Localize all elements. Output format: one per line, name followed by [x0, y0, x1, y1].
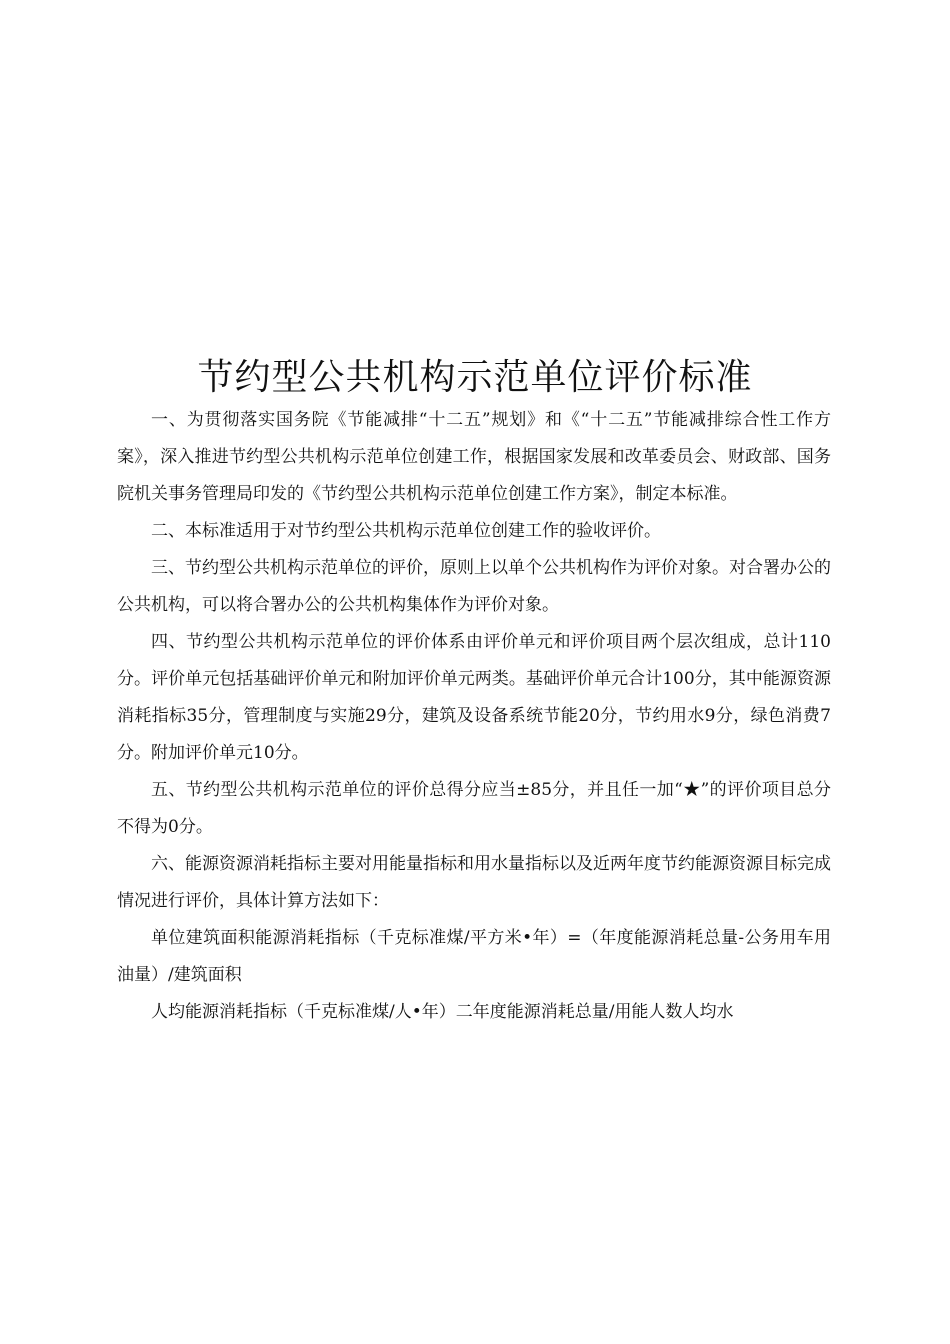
paragraph-2: 二、本标准适用于对节约型公共机构示范单位创建工作的验收评价。: [151, 521, 661, 541]
document-title: 节约型公共机构示范单位评价标准: [197, 357, 753, 398]
paragraph-1: 一、为贯彻落实国务院《节能减排“十二五”规划》和《“十二五”节能减排综合性工作方案》，深入推进节约型公共机构示范单位创建工作，根据国家发展和改革委员会、财政部、国务院机关事务管理局印发的《节约型公共机构示范单位创建工作方案》，制定本标准。: [117, 410, 831, 504]
paragraph-4: 四、节约型公共机构示范单位的评价体系由评价单元和评价项目两个层次组成，总计110分。评价单元包括基础评价单元和附加评价单元两类。基础评价单元合计100分，其中能源资源消耗指标35分，管理制度与实施29分，建筑及设备系统节能20分，节约用水9分，绿色消费7分。附加评价单元10分。: [117, 632, 831, 763]
paragraph-3: 三、节约型公共机构示范单位的评价，原则上以单个公共机构作为评价对象。对合署办公的公共机构，可以将合署办公的公共机构集体作为评价对象。: [117, 558, 831, 615]
paragraph-6: 六、能源资源消耗指标主要对用能量指标和用水量指标以及近两年度节约能源资源目标完成情况进行评价，具体计算方法如下：: [117, 854, 831, 911]
formula-per-capita-energy: 人均能源消耗指标（千克标准煤/人•年）二年度能源消耗总量/用能人数人均水: [151, 1002, 734, 1022]
document-body: [117, 402, 831, 1031]
paragraph-5: 五、节约型公共机构示范单位的评价总得分应当±85分，并且任一加“★”的评价项目总分不得为0分。: [117, 780, 831, 837]
formula-area-energy: 单位建筑面积能源消耗指标（千克标准煤/平方米•年）=（年度能源消耗总量-公务用车用油量）/建筑面积: [117, 928, 831, 985]
